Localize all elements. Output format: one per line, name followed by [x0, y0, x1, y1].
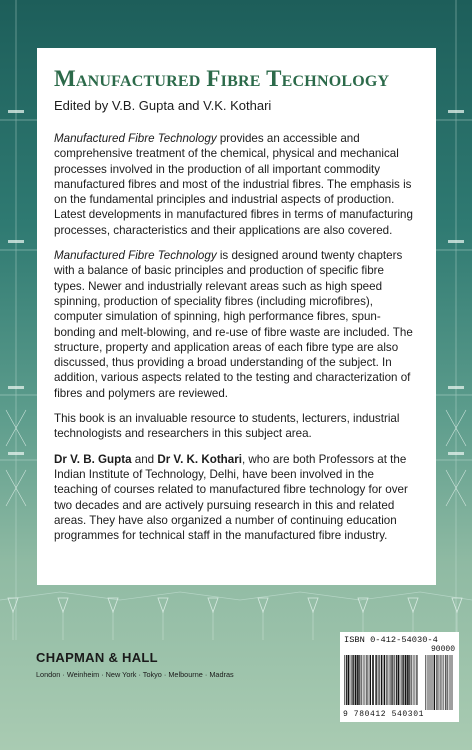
barcode-bar [369, 655, 370, 705]
price-code: 90000 [430, 645, 455, 654]
barcode-bar [394, 655, 395, 705]
barcode-bar [405, 655, 407, 705]
isbn-label: ISBN 0-412-54030-4 [344, 635, 438, 645]
blurb-paragraph-2 [54, 248, 418, 401]
barcode-bar [375, 655, 376, 705]
barcode-bar [445, 655, 446, 710]
barcode-bar [359, 655, 360, 705]
barcode-bar [372, 655, 374, 705]
barcode-bar [439, 655, 440, 710]
barcode-bar [398, 655, 400, 705]
author-bio-paragraph [54, 452, 418, 544]
barcode-bar [344, 655, 345, 705]
barcode-bar [416, 655, 417, 705]
barcode-bar [384, 655, 386, 705]
ean-barcode [344, 655, 419, 705]
barcode-bar [400, 655, 401, 705]
barcode-bar [427, 655, 428, 710]
barcode-bar [353, 655, 354, 705]
barcode-bar [370, 655, 371, 705]
barcode-bar [396, 655, 397, 705]
barcode-bar [348, 655, 350, 705]
barcode-bar [357, 655, 359, 705]
price-barcode [425, 655, 453, 710]
publisher-name: CHAPMAN & HALL [36, 650, 158, 665]
blurb-paragraph-3: This book is an invaluable resource to students, lecturers, industrial technologists and researchers in this subject area. [54, 412, 400, 441]
blurb-text: is designed around twenty chapters with a balance of basic principles and production of specific fibre types. Newer and industrially relevant areas such as high speed spinning, production of speciality fibres (including microfibres), computer simulation of spinning, high performance fibres, spun-bonding and melt-blowing, and re-use of fibre waste are included. The structure, property and application areas of each fibre type are also discussed, thus providing a broad understanding of the subject. In addition, various aspects related to the testing and characterization of fibres and polymers are reviewed. [54, 249, 413, 400]
barcode-bar [407, 655, 409, 705]
barcode-bar [432, 655, 433, 710]
barcode-bar [444, 655, 445, 710]
barcode-bar [436, 655, 437, 710]
barcode-bar [438, 655, 439, 710]
author-bio-text: , who are both Professors at the Indian Institute of Technology, Delhi, have been involved in the teaching of courses related to manufactured fibre technology for over two decades and are actively pursuing research in this and related areas. They have also organized a number of continuing education programmes for technical staff in the manufactured fibre industry. [54, 452, 408, 543]
barcode-bar [411, 655, 412, 705]
barcode-bar [449, 655, 450, 710]
barcode-bar [365, 655, 366, 705]
barcode-digits: 9 780412 540301 [343, 710, 425, 719]
editors-names: V.B. Gupta and V.K. Kothari [111, 98, 272, 113]
blurb-paragraph-1 [54, 131, 418, 238]
barcode-bar [361, 655, 362, 705]
back-cover-text-panel [37, 48, 436, 585]
blurb-title-italic: Manufactured Fibre Technology [54, 249, 217, 263]
barcode-bar [451, 655, 452, 710]
barcode-bar [442, 655, 443, 710]
book-title: Manufactured Fibre Technology [54, 66, 390, 91]
barcode-bar [379, 655, 380, 705]
barcode-bar [413, 655, 414, 705]
author-conjunction: and [131, 452, 158, 466]
author-name-2: Dr V. K. Kothari [157, 452, 242, 466]
barcode-bar [346, 655, 347, 705]
barcode-bar [429, 655, 430, 710]
blurb-text: provides an accessible and comprehensive treatment of the chemical, physical and mechanical processes involved in the production of all important commodity manufactured fibres and most of the industrial fibres. The emphasis is on the fundamental principles and industrial aspects of production. Latest developments in manufactured fibres in terms of manufacturing processes, characteristics and their applications are also covered. [54, 132, 413, 237]
barcode-bar [425, 655, 426, 710]
barcode-bar [433, 655, 434, 710]
author-name-1: Dr V. B. Gupta [54, 452, 132, 466]
editors-line [54, 98, 418, 114]
barcode-bar [403, 655, 404, 705]
editors-prefix: Edited by [54, 98, 109, 113]
barcode-bar [386, 655, 387, 705]
barcode-bar [389, 655, 390, 705]
blurb-title-italic: Manufactured Fibre Technology [54, 132, 217, 145]
barcode-bar [430, 655, 431, 710]
barcode-bar [355, 655, 357, 705]
publisher-block [36, 650, 266, 679]
barcode-bar [390, 655, 391, 705]
barcode-bar [452, 655, 453, 710]
barcode-bar [366, 655, 367, 705]
isbn-barcode-box [340, 632, 459, 722]
barcode-bar [409, 655, 410, 705]
barcode-bar [415, 655, 416, 705]
barcode-bar [392, 655, 393, 705]
barcode-bar [441, 655, 442, 710]
barcode-bar [447, 655, 448, 710]
barcode-bar [402, 655, 403, 705]
barcode-bar [391, 655, 392, 705]
barcode-bar [434, 655, 435, 710]
barcode-bar [381, 655, 383, 705]
barcode-bar [363, 655, 364, 705]
barcode-bar [376, 655, 377, 705]
barcode-bar [352, 655, 353, 705]
publisher-cities: London · Weinheim · New York · Tokyo · Melbourne · Madras [36, 670, 234, 679]
barcode-bar [350, 655, 351, 705]
